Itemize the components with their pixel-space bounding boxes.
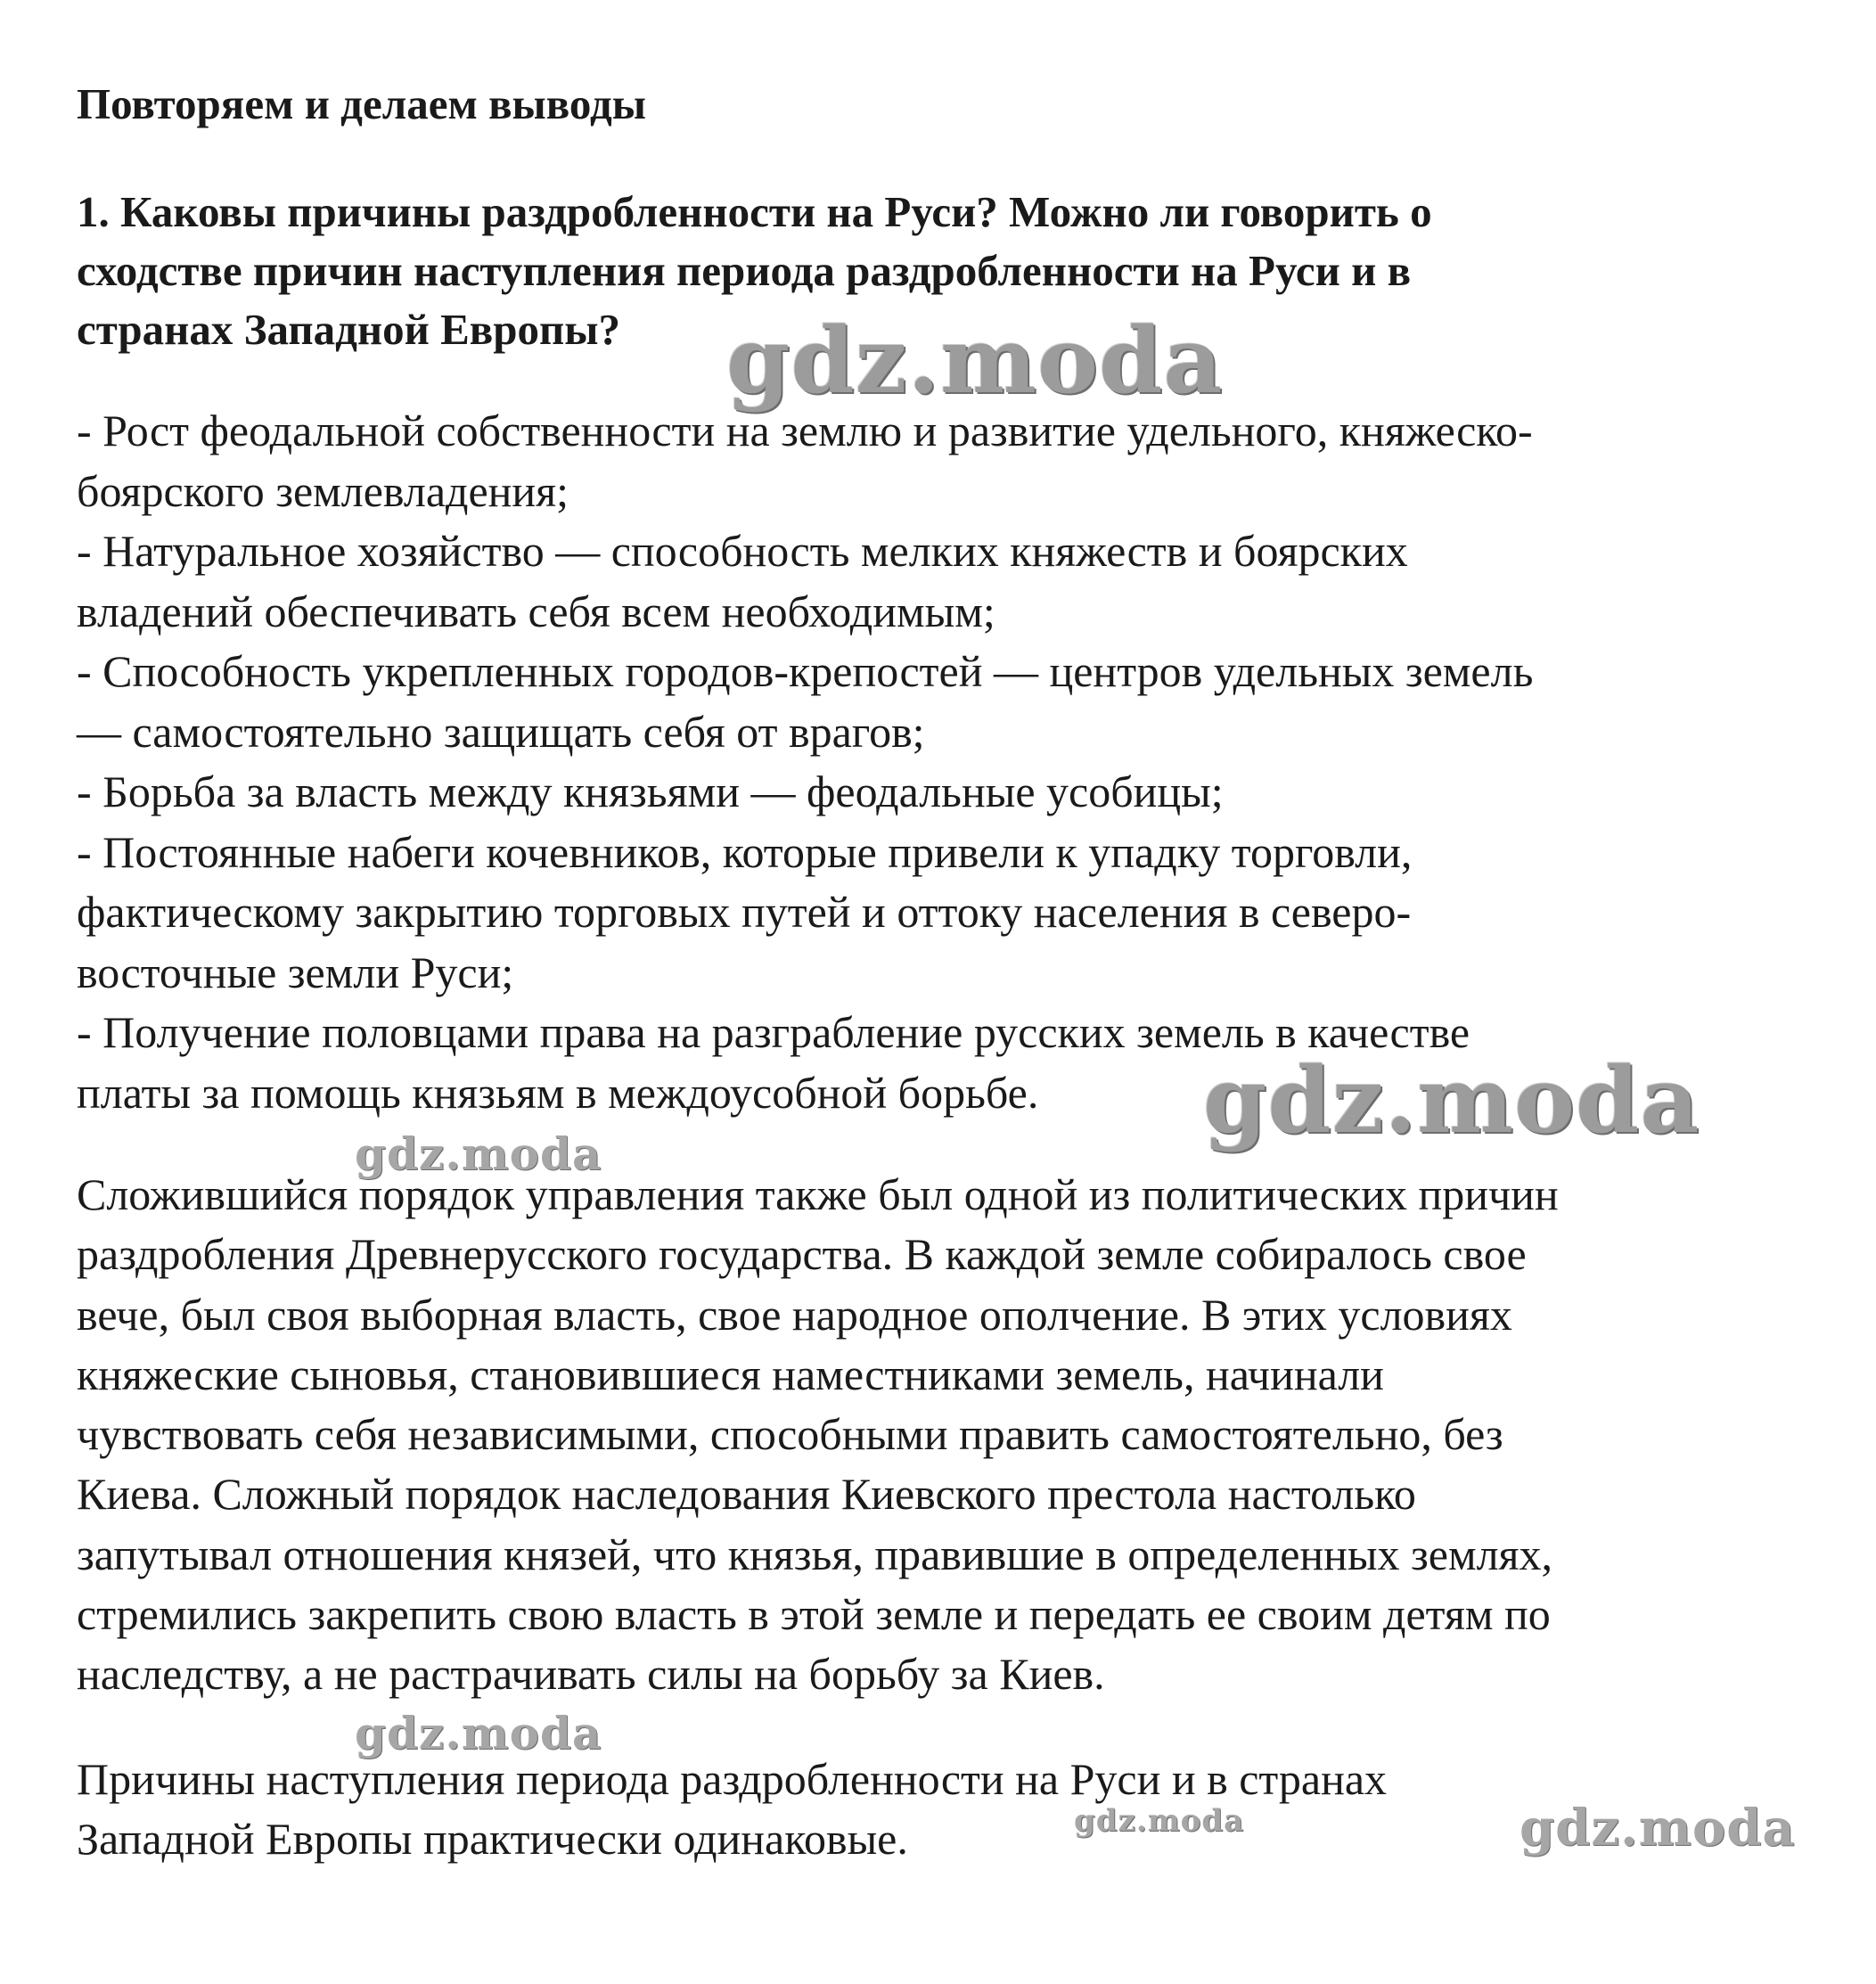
answer-line: боярского землевладения; [77, 465, 569, 516]
watermark-logo: gdz.moda [1203, 1047, 1700, 1154]
paragraph-line: Причины наступления периода раздробленности на Руси и в странах [77, 1754, 1388, 1804]
answer-line: - Борьба за власть между князьями — феодальные усобицы; [77, 767, 1224, 816]
paragraph-line: княжеские сыновья, становившиеся наместниками земель, начинали [77, 1349, 1384, 1399]
watermark-logo: gdz.moda [1520, 1799, 1796, 1857]
answer-line: восточные земли Руси; [77, 947, 514, 997]
answer-line: - Рост феодальной собственности на землю и развитие удельного, княжеско- [77, 406, 1533, 455]
answer-line: платы за помощь князьям в междоусобной борьбе. [77, 1067, 1039, 1118]
question-line: сходстве причин наступления периода раздробленности на Руси и в [77, 246, 1412, 295]
paragraph-line: Киева. Сложный порядок наследования Киевского престола настолько [77, 1469, 1416, 1520]
paragraph-line: запутывал отношения князей, что князья, правившие в определенных землях, [77, 1529, 1553, 1579]
paragraph-line: наследству, а не растрачивать силы на борьбу за Киев. [77, 1649, 1105, 1700]
question-line: странах Западной Европы? [77, 305, 620, 354]
paragraph-line: вече, был своя выборная власть, свое народное ополчение. В этих условиях [77, 1289, 1512, 1340]
answer-line: — самостоятельно защищать себя от врагов; [77, 706, 925, 757]
section-heading: Повторяем и делаем выводы [77, 79, 647, 128]
paragraph-line: Западной Европы практически одинаковые. [77, 1814, 908, 1864]
answer-line: - Натуральное хозяйство — способность мелких княжеств и боярских [77, 526, 1408, 576]
paragraph-line: чувствовать себя независимыми, способными править самостоятельно, без [77, 1409, 1503, 1460]
answer-line: - Получение половцами права на разграбление русских земель в качестве [77, 1007, 1470, 1057]
answer-line: владений обеспечивать себя всем необходимым; [77, 586, 995, 636]
watermark-logo: gdz.moda [1074, 1803, 1245, 1839]
paragraph-governance [77, 1165, 1823, 1705]
watermark-logo: gdz.moda [355, 1707, 602, 1759]
paragraph-line: раздробления Древнерусского государства. В каждой земле собиралось свое [77, 1229, 1527, 1280]
answer-line: фактическому закрытию торговых путей и оттоку населения в северо- [77, 887, 1412, 937]
paragraph-line: стремились закрепить свою власть в этой земле и передать ее своим детям по [77, 1589, 1551, 1640]
answer-list [77, 401, 1823, 1123]
watermark-logo: gdz.moda [355, 1127, 602, 1180]
answer-line: - Способность укрепленных городов-крепостей — центров удельных земель [77, 646, 1534, 696]
question-line: 1. Каковы причины раздробленности на Руси? Можно ли говорить о [77, 187, 1432, 236]
paragraph-line: Сложившийся порядок управления также был одной из политических причин [77, 1169, 1559, 1219]
answer-line: - Постоянные набеги кочевников, которые привели к упадку торговли, [77, 826, 1413, 877]
watermark-logo: gdz.moda [726, 307, 1224, 414]
